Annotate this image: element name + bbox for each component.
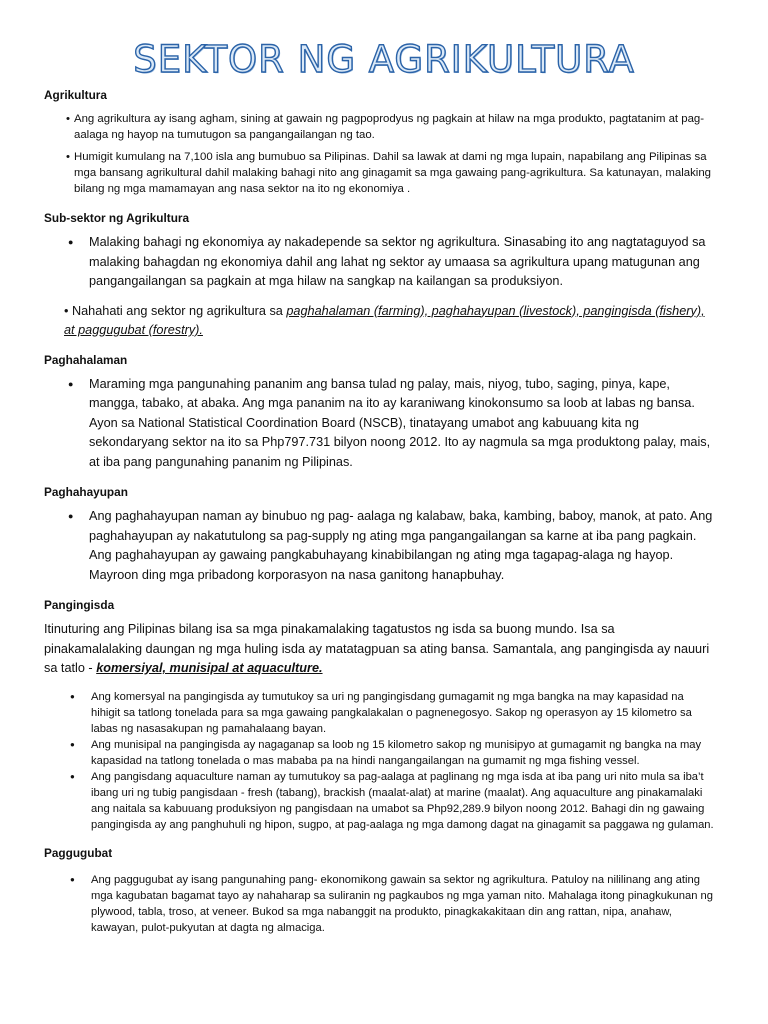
list-item: ● Maraming mga pangunahing pananim ang bansa tulad ng palay, mais, niyog, tubo, saging, pinya, kape, mangga, tabako, at abaka. Ang mga pananim na ito ay karaniwang kinokonsumo sa loob at labas ng bansa. Ayon sa National Statistical Coordination Board (NSCB), tinatayang umabot ang kabuuang kita ng sekondaryang sektor na ito sa Php797.731 bilyon noong 2012. Ito ay nagmula sa mga produktong palay, mais, at iba pang pangunahing pananim ng Pilipinas. — [44, 375, 716, 473]
paghahalaman-list — [44, 375, 716, 473]
heading-pangingisda: Pangingisda — [44, 598, 115, 612]
title-area — [0, 38, 768, 81]
list-item: • Ang agrikultura ay isang agham, sining at gawain ng pagpoprodyus ng pagkain at hilaw na mga produkto, pagtatanim at pag- aalaga ng hayop na tumutugon sa pangangailangan ng tao. — [44, 111, 716, 143]
divisions-list-link: paghahalaman (farming), paghahayupan (livestock), pangingisda (fishery), at paggugubat (forestry). — [64, 303, 705, 337]
list-item: ● Ang komersyal na pangingisda ay tumutukoy sa uri ng pangingisdang gumagamit ng mga bangka na may kapasidad na hihigit sa tatlong tonelada para sa mga gawaing pangkalakalan o pagnenegosyo. Sakop ng operasyon ay 15 kilometro sa labas ng nasasakupan ng pamahalaang bayan. — [44, 689, 716, 737]
paggugubat-list — [44, 872, 716, 936]
pangingisda-types: komersiyal, munisipal at aquaculture. — [96, 661, 323, 675]
list-item: ● Malaking bahagi ng ekonomiya ay nakadepende sa sektor ng agrikultura. Sinasabing ito ang nagtataguyod sa malaking bahagdan ng ekonomiya dahil ang lahat ng sektor ay umaasa sa agrikultura upang matugunan ang pangangailangan sa pagkain at mga hilaw na sangkap na kailangan sa produksiyon. — [44, 233, 716, 292]
heading-paghahalaman: Paghahalaman — [44, 352, 128, 367]
heading-paggugubat: Paggugubat — [44, 845, 113, 860]
heading-paghahayupan: Paghahayupan — [44, 485, 128, 499]
subsektor-divisions — [44, 302, 716, 341]
divisions-prefix: • Nahahati ang sektor ng agrikultura sa — [64, 303, 287, 318]
pangingisda-paragraph — [44, 620, 716, 679]
pangingisda-list — [44, 689, 716, 833]
document-body — [44, 88, 716, 936]
list-item: • Humigit kumulang na 7,100 isla ang bumubuo sa Pilipinas. Dahil sa lawak at dami ng mga lupain, napabilang ang Pilipinas sa mga bansang agrikultural dahil malaking bahagi nito ang ginagamit sa mga gawaing pang-agrikultura. Sa katunayan, malaking bilang ng mga mamamayan ang nasa sektor na ito ng ekonomiya . — [44, 149, 716, 197]
heading-subsektor: Sub-sektor ng Agrikultura — [44, 211, 190, 225]
subsektor-list — [44, 233, 716, 292]
pangingisda-text: Itinuturing ang Pilipinas bilang isa sa mga pinakamalaking tagatustos ng isda sa buong mundo. Isa sa pinakamalalaking daungan ng mga huling isda ay matatagpuan sa ating bansa. Samantala, ang pangingisda ay nauuri sa tatlo - — [44, 622, 710, 675]
heading-agrikultura: Agrikultura — [44, 88, 107, 102]
list-item: ● Ang pangisdang aquaculture naman ay tumutukoy sa pag-aalaga at paglinang ng mga isda at iba pang uri nito mula sa iba’t ibang uri ng tubig pangisdaan - fresh (tabang), brackish (maalat-alat) at marine (maalat). Ang aquaculture ang pinakamalaki ang naitala sa kabuuang produksiyon ng pangisdaan na umabot sa Php92,289.9 bilyon noong 2012. Bahagi din ng gawaing pangingisda ay ang panghuhuli ng hipon, sugpo, at pag-aalaga ng mga damong dagat na ginagamit sa paggawa ng gulaman. — [44, 769, 716, 833]
agrikultura-list — [44, 111, 716, 197]
list-item: ● Ang munisipal na pangingisda ay nagaganap sa loob ng 15 kilometro sakop ng munisipyo at gumagamit ng bangka na may kapasidad na tatlong tonelada o mas mababa pa na hindi nangangailangan na gumamit ng mga fishing vessel. — [44, 737, 716, 769]
page-title: SEKTOR NG AGRIKULTURA — [133, 38, 635, 81]
list-item: ● Ang paggugubat ay isang pangunahing pang- ekonomikong gawain sa sektor ng agrikultura. Patuloy na nililinang ang ating mga kagubatan bagamat tayo ay nahaharap sa suliranin ng pagkaubos ng mga yaman nito. Mahalaga itong pinagkukunan ng plywood, tabla, troso, at veneer. Bukod sa mga nabanggit na produkto, pinagkakakitaan din ang rattan, nipa, anahaw, kawayan, pulot-pukyutan at dagta ng almaciga. — [44, 872, 716, 936]
list-item: ● Ang paghahayupan naman ay binubuo ng pag- aalaga ng kalabaw, baka, kambing, baboy, manok, at pato. Ang paghahayupan ay nakatutulong sa pag-supply ng ating mga pangangailangan sa karne at iba pang pagkain. Ang paghahayupan ay gawaing pangkabuhayang kinabibilangan ng ating mga tagapag-alaga ng hayop. Mayroon ding mga pribadong korporasyon na nasa ganitong hanapbuhay. — [44, 507, 716, 585]
paghahayupan-list — [44, 507, 716, 585]
